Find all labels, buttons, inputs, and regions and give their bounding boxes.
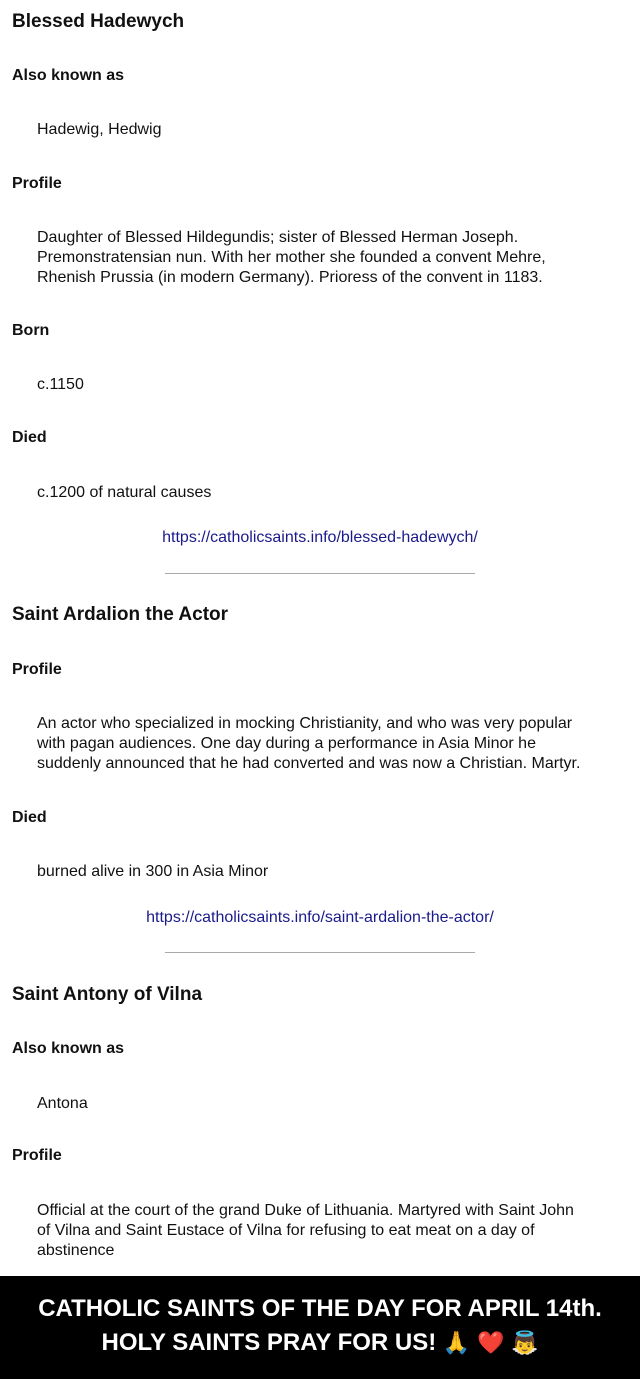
died-label: Died <box>12 809 47 826</box>
entry-title: Saint Antony of Vilna <box>12 984 203 1005</box>
also-known-value: Antona <box>37 1095 88 1112</box>
profile-text <box>37 714 627 774</box>
divider <box>165 952 475 953</box>
banner-line-1: CATHOLIC SAINTS OF THE DAY FOR APRIL 14th. <box>38 1295 602 1322</box>
also-known-value: Hadewig, Hedwig <box>37 121 162 138</box>
banner-line-2 <box>0 1326 640 1360</box>
entry-title: Blessed Hadewych <box>12 11 185 32</box>
profile-line: Official at the court of the grand Duke of Lithuania. Martyred with Saint John <box>37 1202 574 1219</box>
heart-icon: ❤️ <box>477 1330 505 1355</box>
angel-icon: 👼 <box>511 1330 539 1355</box>
profile-label: Profile <box>12 1147 62 1164</box>
profile-text <box>37 1201 627 1261</box>
profile-line: Daughter of Blessed Hildegundis; sister of Blessed Herman Joseph. <box>37 229 519 246</box>
profile-line: Rhenish Prussia (in modern Germany). Prioress of the convent in 1183. <box>37 269 543 286</box>
caption-banner <box>0 1276 640 1379</box>
also-known-label: Also known as <box>12 1040 125 1057</box>
born-label: Born <box>12 322 50 339</box>
praying-hands-icon: 🙏 <box>442 1330 471 1355</box>
profile-line: of Vilna and Saint Eustace of Vilna for refusing to eat meat on a day of <box>37 1222 535 1239</box>
born-value: c.1150 <box>37 376 84 393</box>
profile-line: with pagan audiences. One day during a performance in Asia Minor he <box>37 735 536 752</box>
died-label: Died <box>12 429 47 446</box>
died-value: c.1200 of natural causes <box>37 484 212 501</box>
profile-label: Profile <box>12 175 62 192</box>
also-known-label: Also known as <box>12 67 125 84</box>
source-link[interactable]: https://catholicsaints.info/saint-ardalion-the-actor/ <box>146 909 494 926</box>
profile-line: abstinence <box>37 1242 115 1259</box>
entry-title: Saint Ardalion the Actor <box>12 604 229 625</box>
profile-line: Premonstratensian nun. With her mother she founded a convent Mehre, <box>37 249 546 266</box>
profile-text <box>37 228 627 288</box>
divider <box>165 573 475 574</box>
died-value: burned alive in 300 in Asia Minor <box>37 863 269 880</box>
banner-line-2-text: HOLY SAINTS PRAY FOR US! <box>101 1329 437 1356</box>
profile-line: suddenly announced that he had converted and was now a Christian. Martyr. <box>37 755 581 772</box>
profile-line: An actor who specialized in mocking Christianity, and who was very popular <box>37 715 573 732</box>
profile-label: Profile <box>12 661 62 678</box>
source-link[interactable]: https://catholicsaints.info/blessed-hadewych/ <box>162 529 478 546</box>
